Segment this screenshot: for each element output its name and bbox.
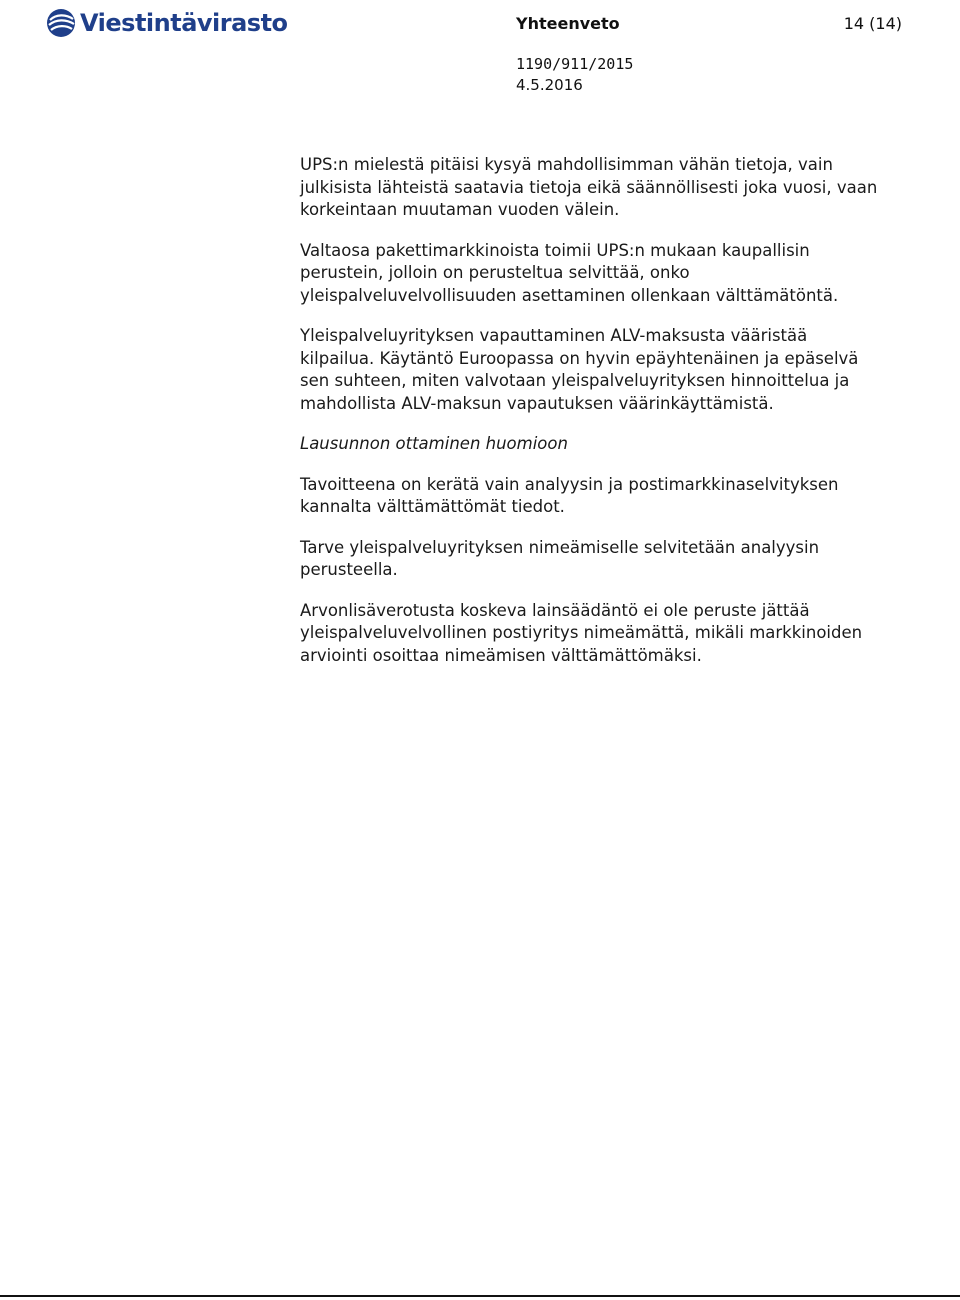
section-heading: Lausunnon ottaminen huomioon [300, 434, 568, 453]
document-date: 4.5.2016 [516, 76, 583, 94]
paragraph: Yleispalveluyrityksen vapauttaminen ALV-maksusta vääristää kilpailua. Käytäntö Euroopassa on hyvin epäyhtenäinen ja epäselvä sen suhteen, miten valvotaan yleispalveluyrityksen hinnoittelua ja mahdollista ALV-maksun vapautuksen väärinkäyttämistä. [300, 326, 859, 413]
document-title: Yhteenveto [516, 14, 620, 33]
document-body [300, 154, 880, 685]
paragraph: Valtaosa pakettimarkkinoista toimii UPS:n mukaan kaupallisin perustein, jolloin on perusteltua selvittää, onko yleispalveluvelvollisuuden asettaminen ollenkaan välttämätöntä. [300, 240, 839, 305]
paragraph: Tarve yleispalveluyrityksen nimeämiselle selvitetään analyysin perusteella. [300, 537, 820, 579]
brand-logo [46, 6, 288, 40]
brand-name: Viestintävirasto [80, 9, 288, 37]
globe-logo-icon [46, 8, 76, 38]
paragraph: Tavoitteena on kerätä vain analyysin ja postimarkkinaselvityksen kannalta välttämättömät tiedot. [300, 474, 839, 516]
paragraph: Arvonlisäverotusta koskeva lainsäädäntö ei ole peruste jättää yleispalveluvelvollinen postiyritys nimeämättä, mikäli markkinoiden arviointi osoittaa nimeämisen välttämättömäksi. [300, 600, 863, 665]
reference-number: 1190/911/2015 [516, 55, 634, 73]
paragraph: UPS:n mielestä pitäisi kysyä mahdollisimman vähän tietoja, vain julkisista lähteistä saatavia tietoja eikä säännöllisesti joka vuosi, vaan korkeintaan muutaman vuoden välein. [300, 155, 878, 219]
page-number: 14 (14) [843, 14, 902, 33]
footer-divider [0, 1295, 960, 1297]
